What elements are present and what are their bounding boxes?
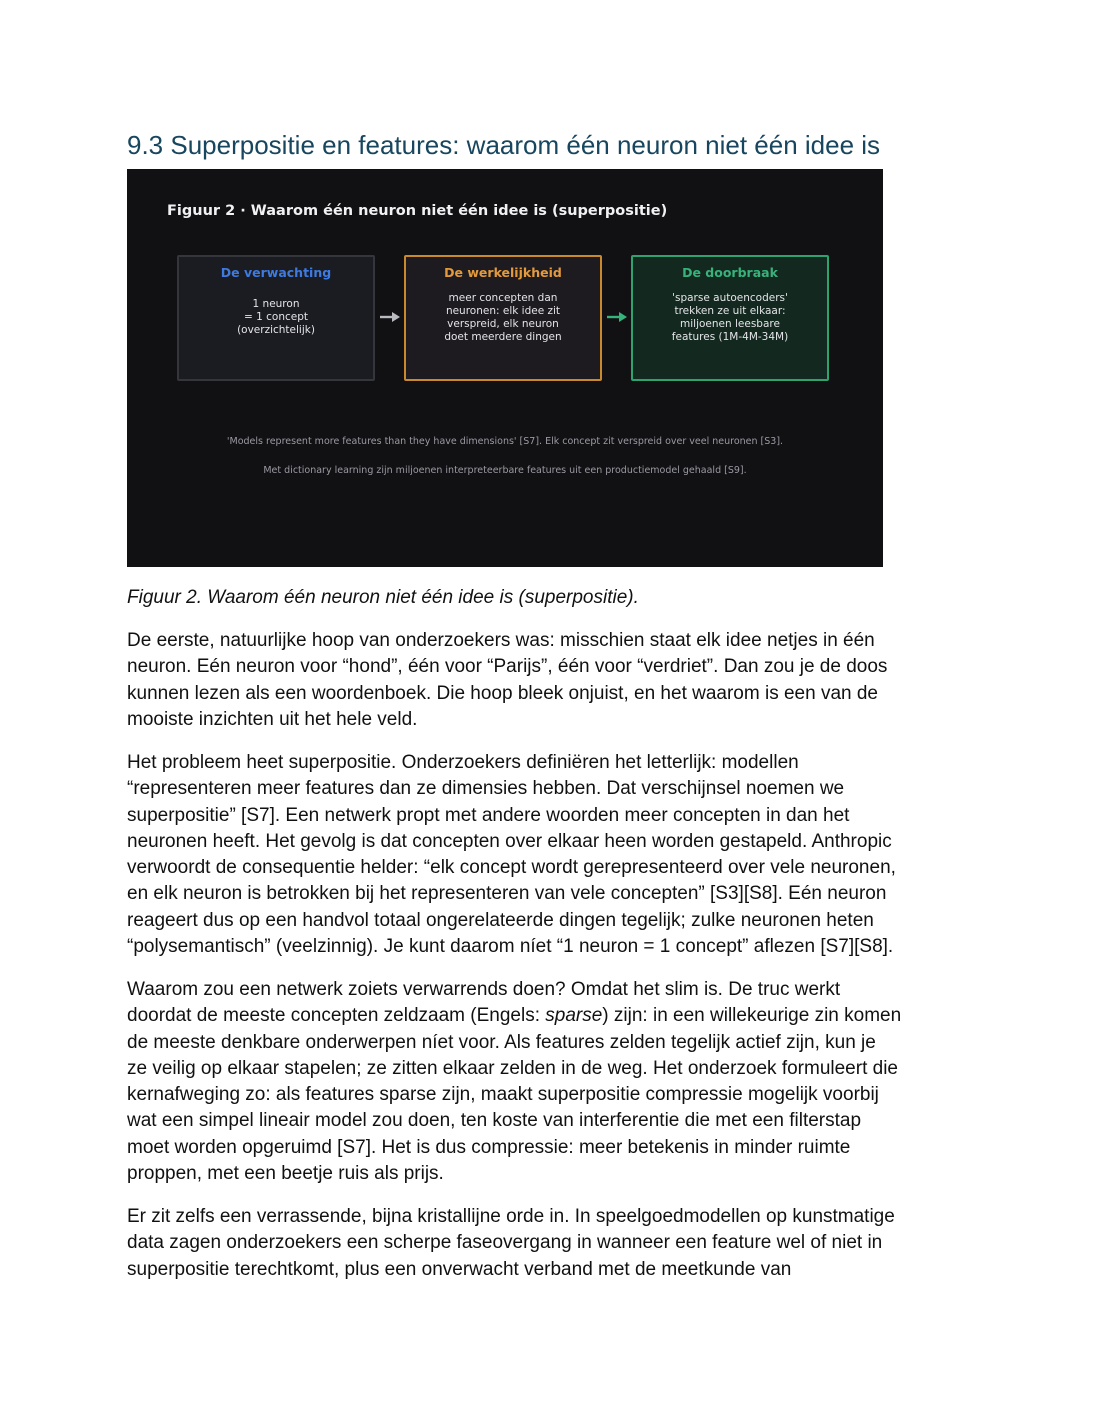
text-line: kernafweging zo: als features sparse zijn, maakt superpositie compressie mogelijk voorbij [127, 1084, 879, 1106]
figure-note-quote: 'Models represent more features than they have dimensions' [S7]. Elk concept zit verspreid over veel neuronen [S3]. [226, 436, 784, 447]
box-expectation-title: De verwachting [220, 265, 332, 280]
text-line: superpositie terechtkomt, plus een onverwacht verband met de meetkunde van [127, 1258, 792, 1280]
box-expectation [177, 255, 375, 381]
text-line: verwoordt de consequentie helder: “elk concept wordt gerepresenteerd over vele neuronen, [127, 857, 896, 879]
text-line: superpositie” [S7]. Een netwerk propt met andere woorden meer concepten in dan het [127, 804, 850, 826]
paragraph-4 [127, 1204, 987, 1283]
text-line: proppen, met een beetje ruis als prijs. [127, 1163, 444, 1185]
text-line: ze veilig op elkaar stapelen; ze zitten elkaar zelden in de weg. Het onderzoek formuleert die [127, 1057, 898, 1079]
emphasis-sparse: sparse [545, 1005, 603, 1027]
text-line: De eerste, natuurlijke hoop van onderzoekers was: misschien staat elk idee netjes in één [127, 630, 875, 651]
text-line: mooiste inzichten uit het hele veld. [127, 708, 418, 730]
text-line: Er zit zelfs een verrassende, bijna kristallijne orde in. In speelgoedmodellen op kunstmatige [127, 1206, 895, 1227]
figure-caption: Figuur 2. Waarom één neuron niet één idee is (superpositie). [127, 587, 639, 608]
text-line: de meeste denkbare onderwerpen níet voor. Als features zelden tegelijk actief zijn, kun je [127, 1031, 876, 1053]
box-reality-body: meer concepten dan neuronen: elk idee zit verspreid, elk neuron doet meerdere dingen [444, 292, 562, 343]
box-reality [404, 255, 602, 381]
text-line: neuronen heeft. Het gevolg is dat concepten over elkaar heen worden gestapeld. Anthropic [127, 830, 892, 852]
text-line: neuron. Eén neuron voor “hond”, één voor “Parijs”, één voor “verdriet”. Dan zou je de doos [127, 656, 888, 678]
paragraph-2 [127, 750, 987, 960]
figure-note-dictionary: Met dictionary learning zijn miljoenen interpreteerbare features uit een productiemodel gehaald [S9]. [263, 465, 747, 476]
text-line: data zagen onderzoekers een scherpe faseovergang in wanneer een feature wel of niet in [127, 1232, 883, 1254]
text-line: en elk neuron is betrokken bij het representeren van vele concepten” [S3][S8]. Eén neuron [127, 883, 887, 905]
text-line: moet worden opgeruimd [S7]. Het is dus compressie: meer betekenis in minder ruimte [127, 1136, 851, 1158]
text-fragment: doordat de meeste concepten zeldzaam (Engels: [127, 1005, 546, 1027]
paragraph-3 [127, 977, 987, 1187]
text-line: “representeren meer features dan ze dimensies hebben. Dat verschijnsel noemen we [127, 778, 845, 800]
box-breakthrough-title: De doorbraak [682, 265, 778, 280]
text-line: reageert dus op een handvol totaal ongerelateerde dingen tegelijk; zulke neuronen heten [127, 909, 874, 931]
paragraph-1 [127, 628, 987, 733]
arrow-right-icon [606, 310, 628, 324]
arrow-right-icon [379, 310, 401, 324]
text-line [127, 1003, 987, 1029]
text-fragment: ) zijn: in een willekeurige zin komen [602, 1005, 902, 1027]
text-line: wat een simpel lineair model zou doen, ten koste van interferentie die met een filterstap [127, 1110, 862, 1132]
text-line: kunnen lezen als een woordenboek. Die hoop bleek onjuist, en het waarom is een van de [127, 682, 879, 704]
text-line: “polysemantisch” (veelzinnig). Je kunt daarom níet “1 neuron = 1 concept” aflezen [S7][S8]. [127, 936, 894, 958]
text-line: Het probleem heet superpositie. Onderzoekers definiëren het letterlijk: modellen [127, 752, 799, 773]
box-reality-title: De werkelijkheid [444, 265, 562, 280]
figure-2 [127, 169, 883, 567]
text-line: Waarom zou een netwerk zoiets verwarrends doen? Omdat het slim is. De truc werkt [127, 979, 841, 1000]
box-breakthrough [631, 255, 829, 381]
box-breakthrough-body: 'sparse autoencoders' trekken ze uit elkaar: miljoenen leesbare features (1M-4M-34M) [671, 292, 789, 343]
section-heading: 9.3 Superpositie en features: waarom één neuron niet één idee is [127, 130, 881, 160]
box-expectation-body: 1 neuron = 1 concept (overzichtelijk) [237, 298, 315, 336]
figure-title: Figuur 2 · Waarom één neuron niet één idee is (superpositie) [167, 203, 668, 219]
